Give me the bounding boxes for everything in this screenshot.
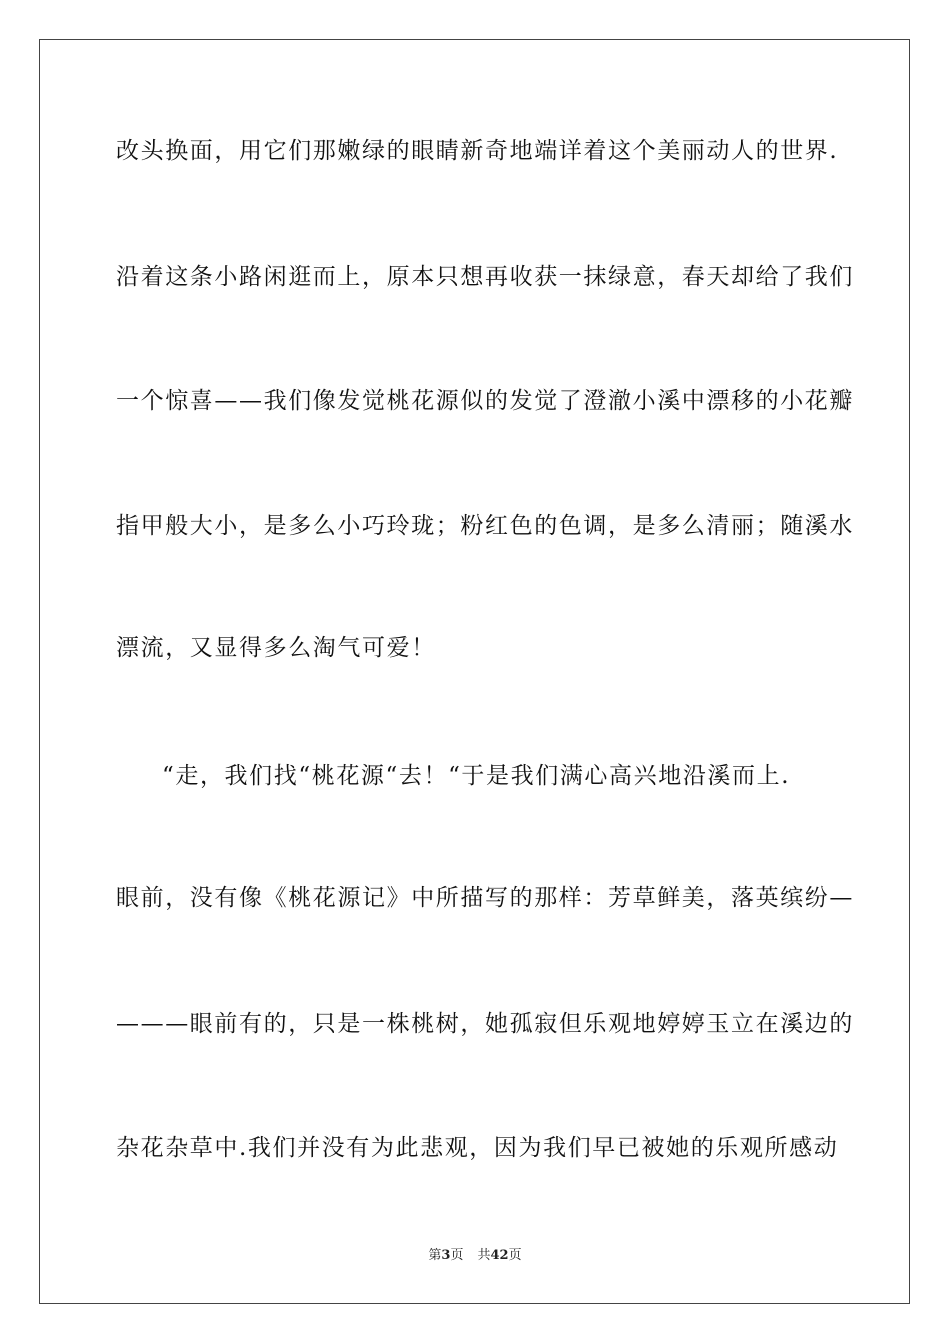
paragraph-line-5: 漂流，又显得多么淘气可爱！	[116, 635, 436, 661]
total-prefix: 共	[477, 1248, 491, 1263]
page-number: 3	[441, 1248, 451, 1263]
paragraph-line-8: ———眼前有的，只是一株桃树，她孤寂但乐观地婷婷玉立在溪边的	[116, 1011, 854, 1037]
page-prefix: 第	[428, 1248, 442, 1263]
paragraph-line-4: 指甲般大小，是多么小巧玲珑；粉红色的色调，是多么清丽；随溪水	[116, 513, 854, 539]
total-pages: 42	[490, 1248, 509, 1263]
paragraph-line-3: 一个惊喜——我们像发觉桃花源似的发觉了澄澈小溪中漂移的小花瓣	[116, 388, 854, 414]
paragraph-line-7: 眼前，没有像《桃花源记》中所描写的那样：芳草鲜美，落英缤纷—	[116, 885, 854, 911]
total-suffix: 页	[508, 1248, 522, 1263]
page-footer	[0, 1247, 950, 1265]
page-border	[39, 39, 910, 1304]
paragraph-line-9: 杂花杂草中.我们并没有为此悲观，因为我们早已被她的乐观所感动	[116, 1135, 839, 1161]
paragraph-line-6: “走，我们找“桃花源“去！“于是我们满心高兴地沿溪而上.	[162, 763, 791, 789]
paragraph-line-1: 改头换面，用它们那嫩绿的眼睛新奇地端详着这个美丽动人的世界.	[116, 138, 839, 164]
page-suffix: 页	[450, 1248, 464, 1263]
paragraph-line-2: 沿着这条小路闲逛而上，原本只想再收获一抹绿意，春天却给了我们	[116, 264, 854, 290]
